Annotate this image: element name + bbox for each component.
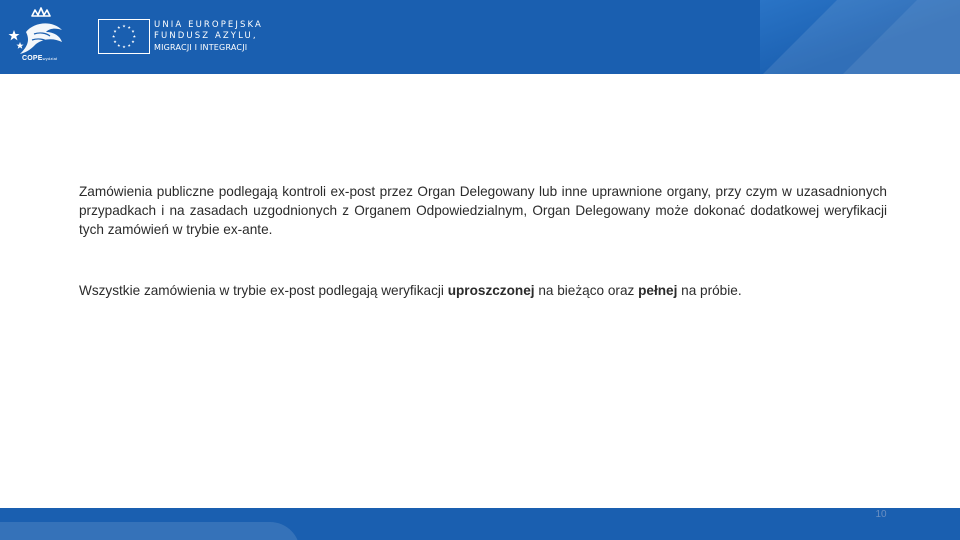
emphasis-pelnej: pełnej [638, 283, 678, 298]
eu-line-3: MIGRACJI I INTEGRACJI [154, 43, 248, 52]
paragraph-1: Zamówienia publiczne podlegają kontroli ex-post przez Organ Delegowany lub inne uprawnione organy, przy czym w uzasadnionych przypadkach i na zasadach uzgodnionych z Organem Odpowiedzialnym, Organ Delegowany może dokonać dodatkowej weryfikacji tych zamówień w trybie ex-ante. [79, 184, 887, 237]
eu-star-icon [112, 35, 115, 38]
paragraph-2: Wszystkie zamówienia w trybie ex-post podlegają weryfikacji uproszczonej na bieżąco oraz pełnej na próbie. [79, 283, 742, 298]
footer-wave [0, 522, 300, 540]
eu-line-1: UNIA EUROPEJSKA [154, 20, 263, 30]
eu-star-icon [117, 26, 120, 29]
eu-star-icon [133, 35, 136, 38]
eu-star-icon [128, 44, 131, 47]
footer-band [0, 508, 960, 540]
header-band [0, 0, 960, 74]
eu-line-2: FUNDUSZ AZYLU, [154, 31, 258, 41]
emphasis-uproszczonej: uproszczonej [447, 283, 535, 298]
eu-star-icon [113, 40, 116, 43]
eu-star-icon [122, 45, 125, 48]
eu-star-icon [122, 25, 125, 28]
eu-star-icon [117, 44, 120, 47]
cope-logo-text: COPEwydział [22, 55, 58, 62]
content-area [79, 182, 887, 239]
page-number: 10 [875, 509, 887, 520]
eu-star-icon [113, 30, 116, 33]
eu-fund-label [154, 20, 263, 53]
eu-star-icon [131, 30, 134, 33]
eu-star-icon [131, 40, 134, 43]
eu-flag-icon [98, 19, 150, 54]
eu-star-icon [128, 26, 131, 29]
